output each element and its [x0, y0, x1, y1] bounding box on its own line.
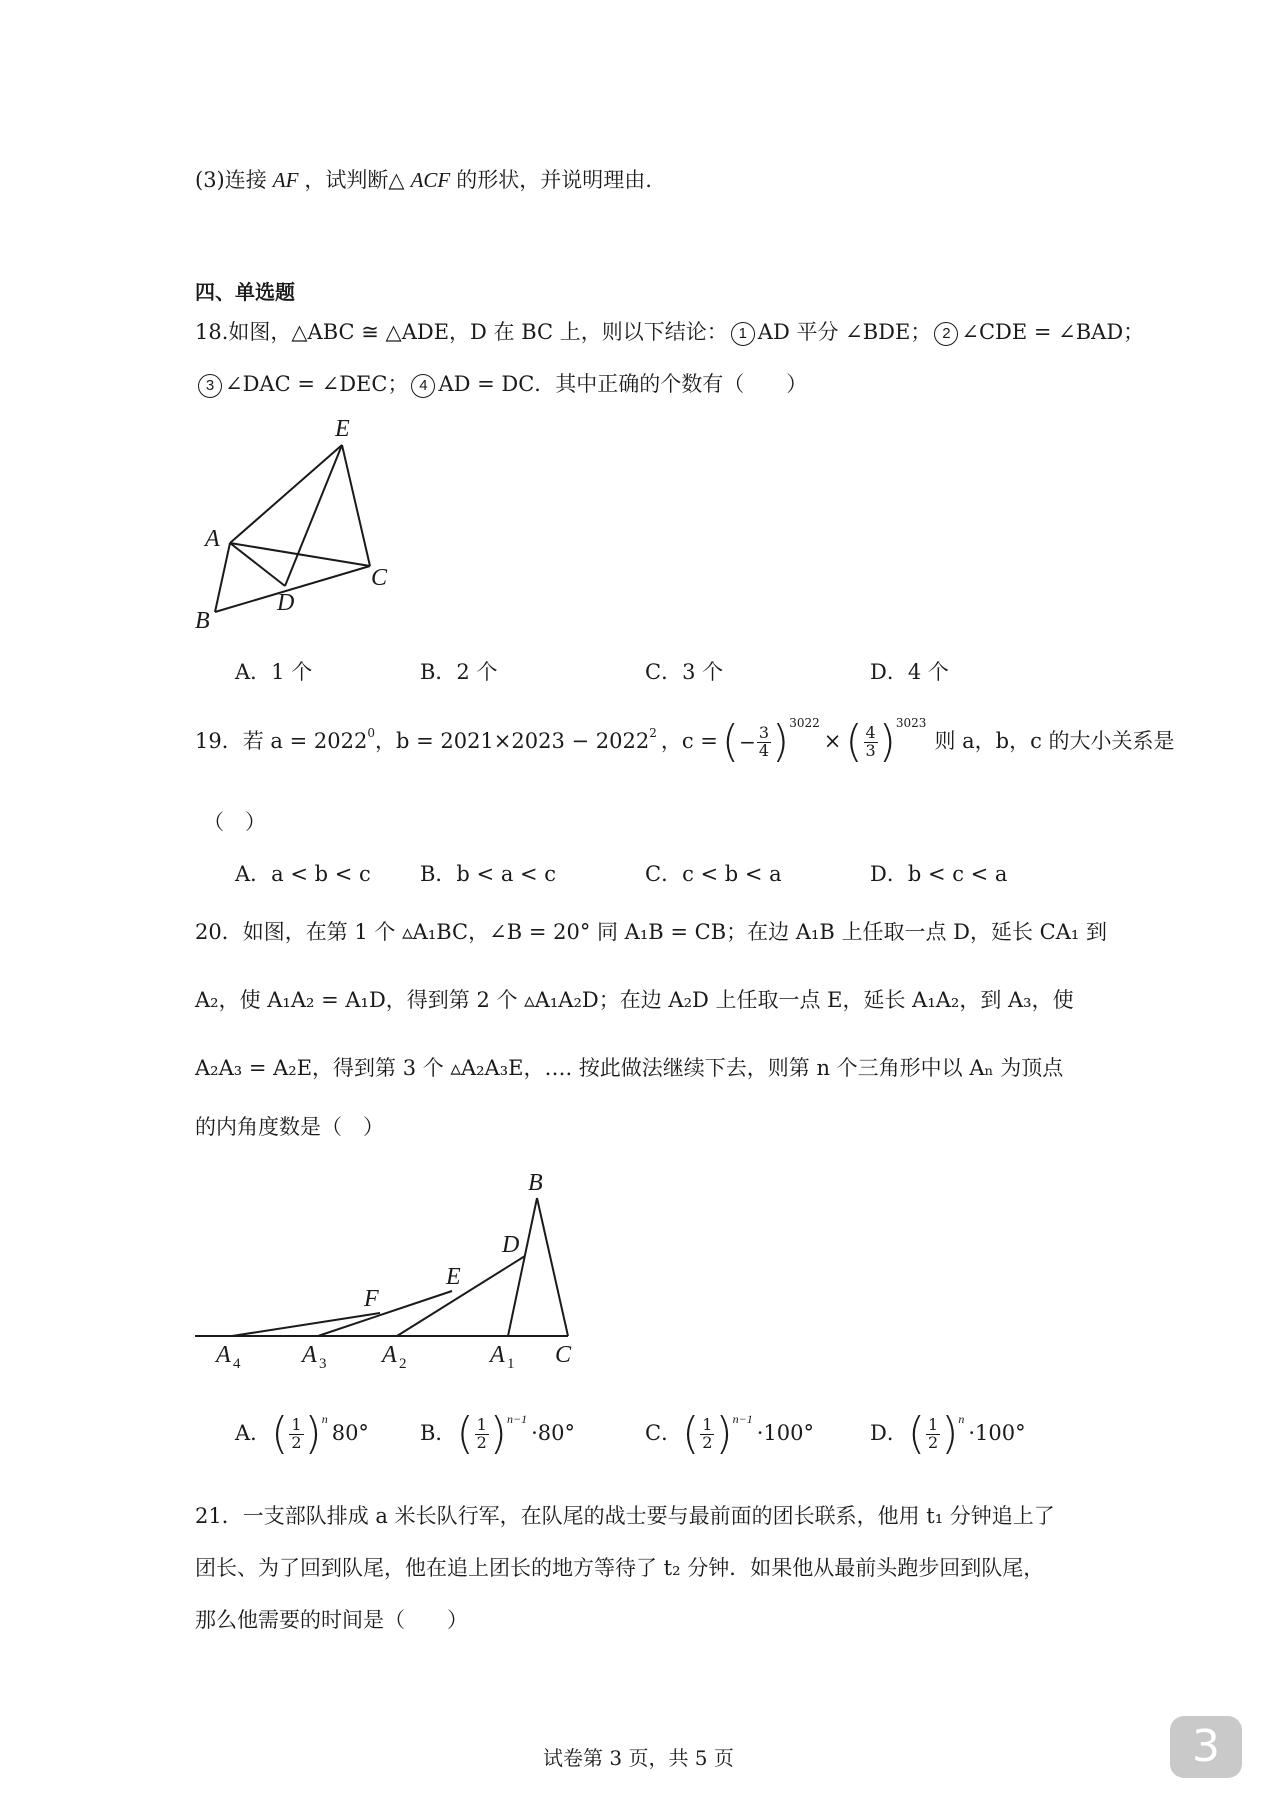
segment-bc — [537, 1198, 568, 1336]
circled-number-3: 3 — [198, 374, 222, 398]
option-exponent: n−1 — [506, 1412, 528, 1426]
label-a4-subscript: 4 — [233, 1356, 241, 1372]
q17-part3 — [195, 168, 652, 193]
label-d: D — [277, 590, 295, 616]
q19-option-a[interactable]: A．a < b < c — [235, 862, 371, 886]
fraction-4-3 — [864, 722, 878, 760]
minus-sign: − — [739, 730, 756, 754]
q20-option-a[interactable] — [235, 1408, 369, 1459]
q19-text: 则 a，b，c 的大小关系是 — [934, 729, 1175, 754]
frac-den: 2 — [702, 1432, 713, 1452]
q20-option-d[interactable] — [870, 1408, 1026, 1459]
q19-option-b[interactable]: B．b < a < c — [420, 862, 557, 886]
paren-right: ) — [941, 1408, 959, 1459]
q20-triangles-figure — [190, 1160, 610, 1375]
frac-den: 2 — [928, 1432, 939, 1452]
frac-den: 3 — [865, 740, 876, 760]
q20-option-c[interactable] — [645, 1408, 814, 1459]
paren-left: ( — [271, 1408, 289, 1459]
q19-exp-3023: 3023 — [895, 716, 927, 730]
frac-den: 4 — [758, 740, 770, 760]
q18-conclusion-1: AD 平分 ∠BDE； — [757, 320, 932, 344]
q21-stem-line2: 团长、为了回到队尾，他在追上团长的地方等待了 t₂ 分钟．如果他从最前头跑步回到队尾， — [195, 1556, 1045, 1580]
q20-stem-line3: A₂A₃ = A₂E，得到第 3 个 ▵A₂A₃E，…. 按此做法继续下去，则第 n 个三角形中以 Aₙ 为顶点 — [195, 1056, 1064, 1080]
segment-ec — [342, 445, 370, 566]
q19-exp-a: 0 — [367, 726, 375, 740]
q18-number: 18. — [195, 320, 229, 344]
q18-option-d[interactable]: D．4 个 — [870, 660, 949, 684]
q21-stem-line1: 21．一支部队排成 a 米长队行军，在队尾的战士要与最前面的团长联系，他用 t₁ 分钟追上了 — [195, 1504, 1055, 1528]
q19-text: ，c = — [660, 729, 718, 754]
q17-text: 的形状，并说明理由. — [456, 168, 652, 192]
frac-num: 3 — [758, 722, 770, 742]
label-a1-subscript: 1 — [507, 1356, 515, 1372]
q17-text: ，试判断△ — [304, 168, 405, 192]
circled-number-1: 1 — [731, 322, 755, 346]
label-a2-subscript: 2 — [399, 1356, 407, 1372]
times-sign: × — [823, 729, 842, 754]
q19-option-c[interactable]: C．c < b < a — [645, 862, 782, 886]
frac-den: 2 — [291, 1432, 302, 1452]
q19-exp-b: 2 — [649, 726, 657, 740]
segment-ae — [230, 445, 342, 543]
q17-math-acf: ACF — [410, 168, 451, 192]
q19-blank: （ ） — [203, 810, 266, 834]
label-b: B — [195, 608, 210, 634]
q17-math-af: AF — [272, 168, 299, 192]
option-tail: ·80° — [531, 1421, 575, 1446]
q19-stem — [195, 716, 1175, 767]
paren-right: ) — [878, 716, 896, 767]
q19-option-d[interactable]: D．b < c < a — [870, 862, 1008, 886]
q19-text: 19．若 a = 2022 — [195, 729, 368, 754]
option-letter: D． — [870, 1421, 908, 1446]
paren-left: ( — [456, 1408, 474, 1459]
q18-triangle-figure — [185, 410, 405, 635]
q20-stem-line2: A₂，使 A₁A₂ = A₁D，得到第 2 个 ▵A₁A₂D；在边 A₂D 上任取一点 E，延长 A₁A₂，到 A₃，使 — [195, 988, 1074, 1012]
label-e: E — [335, 416, 350, 442]
option-letter: B． — [420, 1421, 457, 1446]
q18-option-a[interactable]: A．1 个 — [235, 660, 313, 684]
q20-stem-line4: 的内角度数是（ ） — [195, 1115, 384, 1139]
paren-right: ) — [772, 716, 790, 767]
segment-a4f — [232, 1313, 380, 1336]
q18-stem-line2 — [195, 372, 807, 398]
label-d: D — [502, 1232, 520, 1258]
label-c: C — [555, 1342, 572, 1368]
paren-left: ( — [907, 1408, 926, 1459]
frac-den: 2 — [476, 1432, 487, 1452]
label-a2: A — [382, 1342, 397, 1368]
segment-ad — [230, 543, 285, 586]
option-exponent: n−1 — [732, 1412, 753, 1426]
q21-stem-line3: 那么他需要的时间是（ ） — [195, 1608, 468, 1632]
paren-right: ) — [715, 1408, 733, 1459]
section-title: 四、单选题 — [195, 280, 295, 304]
option-exponent: n — [321, 1412, 328, 1426]
page-number-badge: 3 — [1170, 1716, 1242, 1778]
q18-conclusion-4: AD = DC．其中正确的个数有（ ） — [438, 372, 808, 396]
q18-option-b[interactable]: B．2 个 — [420, 660, 498, 684]
circled-number-2: 2 — [934, 322, 958, 346]
label-a3: A — [302, 1342, 317, 1368]
segment-de — [285, 445, 342, 586]
q18-stem-line1 — [195, 320, 1144, 346]
frac-num: 1 — [291, 1414, 302, 1434]
paren-right: ) — [489, 1408, 507, 1459]
option-letter: A． — [235, 1421, 272, 1446]
option-tail: 80° — [331, 1421, 369, 1446]
frac-num: 1 — [928, 1414, 939, 1434]
frac-num: 4 — [865, 722, 876, 742]
fraction-half — [475, 1414, 489, 1452]
q17-text: (3)连接 — [195, 168, 267, 192]
paren-left: ( — [682, 1408, 700, 1459]
segment-ab — [215, 543, 230, 612]
q18-text: 如图，△ABC ≅ △ADE，D 在 BC 上，则以下结论： — [228, 320, 728, 344]
fraction-half — [289, 1414, 303, 1452]
paren-left: ( — [845, 716, 863, 767]
q20-option-b[interactable] — [420, 1408, 575, 1459]
q18-conclusion-2: ∠CDE = ∠BAD； — [961, 320, 1145, 344]
option-tail: ·100° — [968, 1421, 1026, 1446]
label-b: B — [528, 1170, 543, 1196]
page-footer: 试卷第 3 页，共 5 页 — [543, 1746, 734, 1770]
paren-right: ) — [304, 1408, 322, 1459]
fraction-3-4 — [757, 722, 771, 760]
frac-num: 1 — [702, 1414, 713, 1434]
label-a1: A — [490, 1342, 505, 1368]
paren-left: ( — [721, 716, 740, 767]
option-tail: ·100° — [756, 1421, 814, 1446]
q20-stem-line1: 20．如图，在第 1 个 ▵A₁BC，∠B = 20° 同 A₁B = CB；在边 A₁B 上任取一点 D，延长 CA₁ 到 — [195, 920, 1108, 944]
label-e: E — [446, 1264, 461, 1290]
option-letter: C． — [645, 1421, 683, 1446]
label-f: F — [364, 1286, 379, 1312]
segment-a1b — [508, 1198, 537, 1336]
label-c: C — [371, 565, 388, 591]
q19-text: ，b = 2021×2023 − 2022 — [374, 729, 650, 754]
segment-a2d — [397, 1256, 525, 1336]
option-exponent: n — [958, 1412, 965, 1426]
fraction-half — [926, 1414, 940, 1452]
q19-exp-3022: 3022 — [789, 716, 820, 730]
q18-conclusion-3: ∠DAC = ∠DEC； — [225, 372, 409, 396]
q18-option-c[interactable]: C．3 个 — [645, 660, 724, 684]
circled-number-4: 4 — [411, 374, 435, 398]
fraction-half — [700, 1414, 714, 1452]
frac-num: 1 — [476, 1414, 487, 1434]
label-a3-subscript: 3 — [319, 1356, 327, 1372]
label-a4: A — [216, 1342, 231, 1368]
label-a: A — [205, 526, 220, 552]
